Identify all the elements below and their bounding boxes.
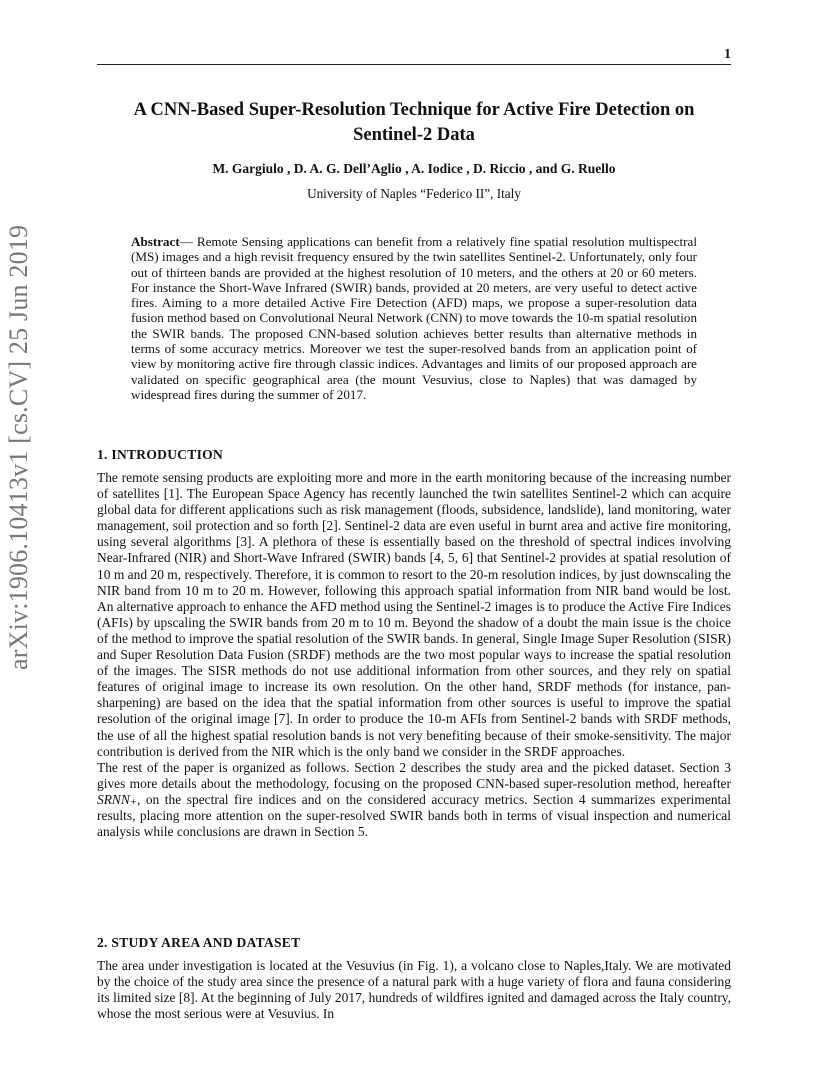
study-area-body: [97, 958, 731, 1022]
paper-title: A CNN-Based Super-Resolution Technique for Active Fire Detection on Sentinel-2 Data: [133, 100, 695, 145]
intro-paragraph-2: [97, 760, 731, 840]
section-heading-study-area: 2. STUDY AREA AND DATASET: [97, 935, 301, 950]
study-area-paragraph-1: The area under investigation is located at the Vesuvius (in Fig. 1), a volcano close to Naples,Italy. We are motivated by the choice of the study area since the presence of a natural park with a huge variety of flora and fauna considering its limited size [8]. At the beginning of July 2017, hundreds of wildfires ignited and damaged across the Italy country, whose the most serious were at Vesuvius. In: [97, 958, 731, 1022]
intro-paragraph-2-text-b: , on the spectral fire indices and on the considered accuracy metrics. Section 4 summarizes experimental results, placing more attention on the super-resolved SWIR bands both in terms of visual inspection and numerical analysis while conclusions are drawn in Section 5.: [97, 791, 731, 840]
author-list: [97, 161, 731, 177]
intro-paragraph-2-text-a: The rest of the paper is organized as follows. Section 2 describes the study area and the picked dataset. Section 3 gives more details about the methodology, focusing on the proposed CNN-based super-resolution method, hereafter: [97, 759, 731, 791]
abstract: [131, 234, 697, 402]
intro-paragraph-1: The remote sensing products are exploiting more and more in the earth monitoring because of the increasing number of satellites [1]. The European Space Agency has recently launched the twin satellites Sentinel-2 which can acquire global data for different applications such as risk management (floods, subsidence, landslide), land monitoring, water management, soil protection and so forth [2]. Sentinel-2 data are even useful in burnt area and active fire monitoring, using several algorithms [3]. A plethora of these is essentially based on the threshold of spectral indices involving Near-Infrared (NIR) and Short-Wave Infrared (SWIR) bands [4, 5, 6] that Sentinel-2 provides at spatial resolution of 10 m and 20 m, respectively. Therefore, it is common to resort to the 20-m resolution indices, by just downscaling the NIR band from 10 m to 20 m. However, following this approach spatial information from NIR band would be lost. An alternative approach to enhance the AFD method using the Sentinel-2 images is to produce the Active Fire Indices (AFIs) by upscaling the SWIR bands from 20 m to 10 m. Beyond the shadow of a doubt the main issue is the choice of the method to improve the spatial resolution of the SWIR bands. In general, Single Image Super Resolution (SISR) and Super Resolution Data Fusion (SRDF) methods are the two most popular ways to increase the spatial resolution of the images. The SISR methods do not use additional information from other sources, and they rely on spatial features of original image to increase its own resolution. On the other hand, SRDF methods (for instance, pan-sharpening) are based on the idea that the spatial information from other sources is useful to improve the spatial resolution of the original image [7]. In order to produce the 10-m AFIs from Sentinel-2 bands with SRDF methods, the use of all the highest spatial resolution bands is not very benefiting because of their smoke-sensitivity. The major contribution is derived from the NIR which is the only band we consider in the SRDF approaches.: [97, 470, 731, 759]
abstract-text: — Remote Sensing applications can benefit from a relatively fine spatial resolution multispectral (MS) images and a high revisit frequency ensured by the twin satellites Sentinel-2. Unfortunately, only four out of thirteen bands are provided at the highest resolution of 10 meters, and the others at 20 or 60 meters. For instance the Short-Wave Infrared (SWIR) bands, provided at 20 meters, are very useful to detect active fires. Aiming to a more detailed Active Fire Detection (AFD) maps, we propose a super-resolution data fusion method based on Convolutional Neural Network (CNN) to move towards the 10-m spatial resolution the SWIR bands. The proposed CNN-based solution achieves better results than alternative methods in terms of some accuracy metrics. Moreover we test the super-resolved bands from an application point of view by monitoring active fire through classic indices. Advantages and limits of our proposed approach are validated on specific geographical area (the mount Vesuvius, close to Naples) that was damaged by widespread fires during the summer of 2017.: [131, 234, 697, 402]
header-rule: [97, 64, 731, 65]
affiliation: University of Naples “Federico II”, Italy: [307, 186, 521, 201]
arxiv-stamp-text: arXiv:1906.10413v1 [cs.CV] 25 Jun 2019: [4, 224, 33, 670]
srnn-symbol: SRNN₊: [97, 791, 137, 807]
abstract-label: Abstract: [131, 234, 180, 249]
introduction-body: [97, 470, 731, 840]
authors-text: M. Gargiulo , D. A. G. Dell’Aglio , A. Iodice , D. Riccio , and G. Ruello: [212, 161, 616, 176]
page-number: 1: [724, 47, 731, 62]
section-heading-introduction: 1. INTRODUCTION: [97, 447, 224, 462]
